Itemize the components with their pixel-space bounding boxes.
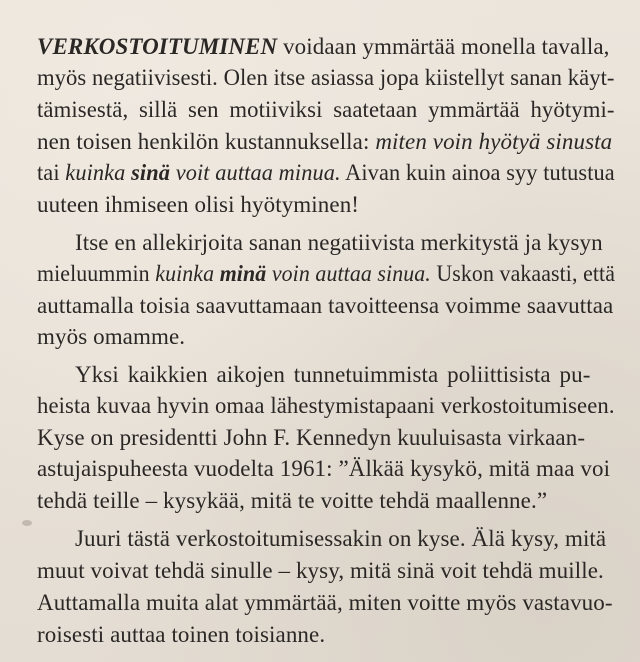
- text-line: tehdä teille – kysykää, mitä te voitte tehdä maallenne.”: [37, 488, 548, 513]
- text-line: Itse en allekirjoita sanan negatiivista merkitystä ja kysyn: [75, 230, 603, 255]
- text-line: myös negatiivisesti. Olen itse asiassa jopa kiistellyt sanan käyt-: [37, 65, 615, 90]
- text-line: Yksi kaikkien aikojen tunnetuimmista poliittisista pu-: [75, 362, 591, 387]
- text-line: VERKOSTOITUMINEN voidaan ymmärtää monella tavalla,: [37, 34, 610, 59]
- text-line: Kyse on presidentti John F. Kennedyn kuuluisasta virkaan-: [37, 425, 586, 450]
- text-line: heista kuvaa hyvin omaa lähestymistapaani verkostoitumiseen.: [37, 393, 615, 418]
- text-line: roisesti auttaa toinen toisianne.: [37, 622, 326, 647]
- text-line: tämisestä, sillä sen motiiviksi saatetaan ymmärtää hyötymi-: [37, 97, 615, 122]
- text-line: nen toisen henkilön kustannuksella: miten voin hyötyä sinusta: [37, 129, 613, 154]
- text-line: myös omamme.: [37, 324, 186, 349]
- text-line: auttamalla toisia saavuttamaan tavoitteensa voimme saavuttaa: [37, 293, 614, 318]
- text-line: muut voivat tehdä sinulle – kysy, mitä sinä voit tehdä muille.: [37, 558, 604, 583]
- lead-word: VERKOSTOITUMINEN: [37, 34, 278, 59]
- text-line: astujaispuheesta vuodelta 1961: ”Älkää kysykö, mitä maa voi: [37, 456, 611, 481]
- text-line: Auttamalla muita alat ymmärtää, miten voitte myös vastavuo-: [37, 590, 613, 615]
- ink-smudge: [22, 520, 32, 526]
- text-line: tai kuinka sinä voit auttaa minua. Aivan kuin ainoa syy tutustua: [37, 160, 615, 185]
- text-line: uuteen ihmiseen olisi hyötyminen!: [37, 192, 360, 217]
- text-line: Juuri tästä verkostoitumisessakin on kyse. Älä kysy, mitä: [75, 526, 607, 551]
- text-line: mieluummin kuinka minä voin auttaa sinua. Uskon vakaasti, että: [37, 261, 616, 286]
